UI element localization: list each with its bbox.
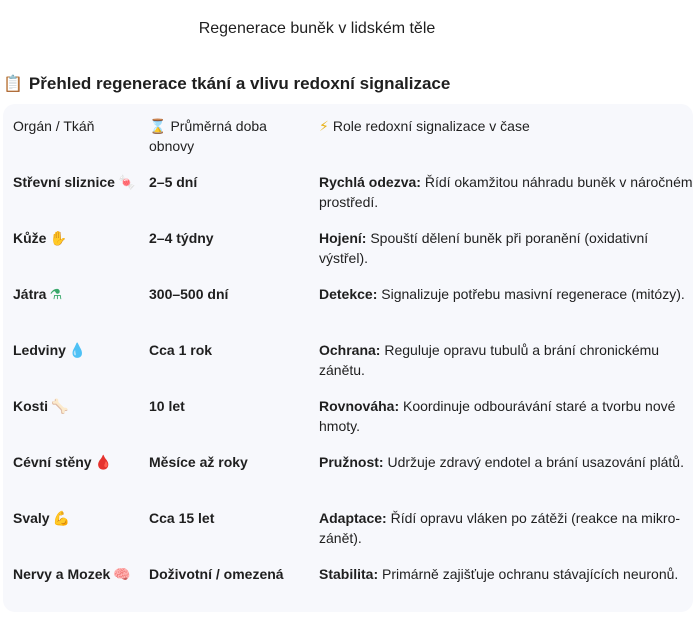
bone-icon: 🦴: [51, 399, 69, 415]
organ-cell: Svaly 💪: [13, 510, 71, 527]
page-title: Regenerace buněk v lidském těle: [198, 20, 436, 37]
period-cell: 2–5 dní: [149, 174, 198, 190]
organ-cell: Cévní stěny 🩸: [13, 454, 113, 471]
table-header-row: [3, 104, 693, 172]
table-row: [3, 508, 693, 564]
header-organ: Orgán / Tkáň: [13, 118, 95, 134]
period-cell: 10 let: [149, 398, 185, 414]
clipboard-icon: 📋: [3, 76, 23, 93]
period-cell: Cca 15 let: [149, 510, 215, 526]
period-cell: Doživotní / omezená: [149, 566, 284, 582]
table-row: [3, 172, 693, 228]
role-cell: Rovnováha: Koordinuje odbourávání staré a tvorbu nové hmoty.: [319, 398, 676, 434]
brain-icon: 🧠: [113, 567, 131, 583]
organ-cell: Kůže ✋: [13, 230, 67, 247]
candy-icon: 🍬: [117, 175, 136, 191]
lightning-icon: ⚡: [319, 118, 329, 134]
role-cell: Adaptace: Řídí opravu vláken po zátěži (reakce na mikro-zánět).: [319, 510, 681, 546]
organ-cell: Játra ⚗: [13, 286, 63, 303]
table-row: [3, 452, 693, 508]
period-cell: Cca 1 rok: [149, 342, 213, 358]
header-period: ⌛ Průměrná doba obnovy: [149, 118, 267, 154]
period-cell: 300–500 dní: [149, 286, 229, 302]
role-cell: Hojení: Spouští dělení buněk při poranění (oxidativní výstřel).: [319, 230, 649, 266]
flexed-biceps-icon: 💪: [52, 511, 71, 527]
organ-cell: Ledviny 💧: [13, 342, 87, 359]
role-cell: Rychlá odezva: Řídí okamžitou náhradu buněk v náročném prostředí.: [319, 174, 693, 210]
hourglass-icon: ⌛: [149, 118, 167, 134]
organ-cell: Střevní sliznice 🍬: [13, 174, 136, 191]
blood-drop-icon: 🩸: [94, 455, 113, 471]
role-cell: Stabilita: Primárně zajišťuje ochranu stávajících neuronů.: [319, 566, 679, 582]
period-cell: 2–4 týdny: [149, 230, 214, 246]
table-row: [3, 340, 693, 396]
header-role: ⚡ Role redoxní signalizace v čase: [319, 118, 530, 134]
test-tube-icon: ⚗: [49, 287, 63, 303]
period-cell: Měsíce až roky: [149, 454, 248, 470]
organ-cell: Kosti 🦴: [13, 398, 69, 415]
role-cell: Ochrana: Reguluje opravu tubulů a brání chronickému zánětu.: [319, 342, 660, 378]
role-cell: Pružnost: Udržuje zdravý endotel a brání usazování plátů.: [319, 454, 684, 470]
table-row: [3, 228, 693, 284]
organ-cell: Nervy a Mozek 🧠: [13, 566, 131, 583]
hand-icon: ✋: [49, 231, 67, 247]
section-heading: [3, 74, 450, 94]
table-row: [3, 284, 693, 340]
droplet-icon: 💧: [68, 343, 87, 359]
regeneration-table: [3, 104, 693, 620]
role-cell: Detekce: Signalizuje potřebu masivní regenerace (mitózy).: [319, 286, 685, 302]
table-row: [3, 564, 693, 620]
regeneration-table-container: [3, 104, 693, 612]
table-row: [3, 396, 693, 452]
section-title: Přehled regenerace tkání a vlivu redoxní signalizace: [28, 74, 451, 93]
